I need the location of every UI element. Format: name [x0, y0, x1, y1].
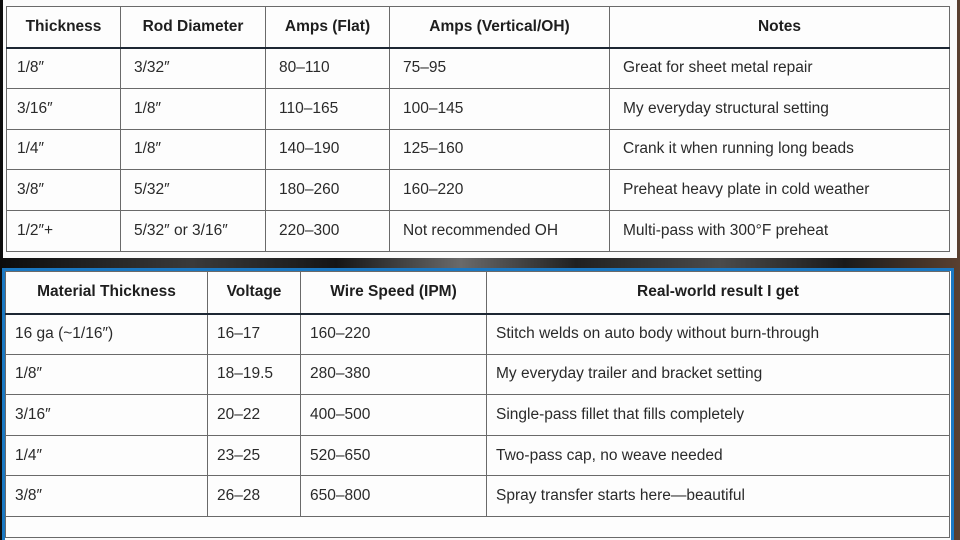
col-header-voltage: Voltage — [208, 272, 301, 314]
cell-real-world-result: Stitch welds on auto body without burn-through — [487, 314, 950, 355]
cell-thickness: 1/2″+ — [7, 211, 121, 252]
cell-notes: Crank it when running long beads — [610, 129, 950, 170]
table-row — [7, 211, 950, 252]
cell-real-world-result: Two-pass cap, no weave needed — [487, 435, 950, 476]
cell-voltage: 20–22 — [208, 395, 301, 436]
table-row — [7, 170, 950, 211]
cell-thickness: 3/8″ — [7, 170, 121, 211]
col-header-material-thickness: Material Thickness — [6, 272, 208, 314]
cell-voltage: 18–19.5 — [208, 354, 301, 395]
cell-amps-vertical-oh: 75–95 — [390, 48, 610, 89]
stick-welding-table — [6, 6, 950, 252]
table-row — [6, 435, 950, 476]
col-header-amps-flat: Amps (Flat) — [266, 7, 390, 48]
cell-notes: My everyday structural setting — [610, 88, 950, 129]
col-header-amps-vertical-oh: Amps (Vertical/OH) — [390, 7, 610, 48]
table-row — [6, 395, 950, 436]
cell-amps-vertical-oh: 125–160 — [390, 129, 610, 170]
cell-rod-diameter: 5/32″ — [121, 170, 266, 211]
col-header-wire-speed: Wire Speed (IPM) — [301, 272, 487, 314]
col-header-real-world-result: Real-world result I get — [487, 272, 950, 314]
cell-material-thickness: 3/8″ — [6, 476, 208, 517]
table-row — [7, 88, 950, 129]
cell-wire-speed: 650–800 — [301, 476, 487, 517]
cell-rod-diameter: 1/8″ — [121, 88, 266, 129]
cell-wire-speed: 400–500 — [301, 395, 487, 436]
table-row — [7, 48, 950, 89]
table-row — [6, 354, 950, 395]
col-header-notes: Notes — [610, 7, 950, 48]
table-header-row — [7, 7, 950, 48]
cell-voltage: 23–25 — [208, 435, 301, 476]
cell-amps-vertical-oh: 100–145 — [390, 88, 610, 129]
cell-real-world-result: My everyday trailer and bracket setting — [487, 354, 950, 395]
cell-material-thickness: 1/8″ — [6, 354, 208, 395]
cell-rod-diameter: 1/8″ — [121, 129, 266, 170]
cell-wire-speed: 280–380 — [301, 354, 487, 395]
cell-wire-speed: 160–220 — [301, 314, 487, 355]
cell-amps-flat: 220–300 — [266, 211, 390, 252]
cell-material-thickness: 3/16″ — [6, 395, 208, 436]
cell-amps-flat: 110–165 — [266, 88, 390, 129]
cell-material-thickness: 16 ga (~1/16″) — [6, 314, 208, 355]
cell-thickness: 3/16″ — [7, 88, 121, 129]
cell-rod-diameter: 5/32″ or 3/16″ — [121, 211, 266, 252]
cell-thickness: 1/4″ — [7, 129, 121, 170]
cell-thickness: 1/8″ — [7, 48, 121, 89]
cell-material-thickness: 1/4″ — [6, 435, 208, 476]
table-row — [7, 129, 950, 170]
mig-welding-table — [5, 271, 950, 538]
cell-rod-diameter: 3/32″ — [121, 48, 266, 89]
cell-notes: Great for sheet metal repair — [610, 48, 950, 89]
cell-real-world-result: Single-pass fillet that fills completely — [487, 395, 950, 436]
cell-amps-vertical-oh: 160–220 — [390, 170, 610, 211]
table-header-row — [6, 272, 950, 314]
cell-amps-flat: 180–260 — [266, 170, 390, 211]
cell-amps-flat: 80–110 — [266, 48, 390, 89]
cell-amps-flat: 140–190 — [266, 129, 390, 170]
cell-amps-vertical-oh: Not recommended OH — [390, 211, 610, 252]
col-header-rod-diameter: Rod Diameter — [121, 7, 266, 48]
cell-wire-speed: 520–650 — [301, 435, 487, 476]
cell-voltage: 26–28 — [208, 476, 301, 517]
table-row-empty — [6, 516, 950, 537]
table-row — [6, 314, 950, 355]
cell-notes: Preheat heavy plate in cold weather — [610, 170, 950, 211]
cell-voltage: 16–17 — [208, 314, 301, 355]
col-header-thickness: Thickness — [7, 7, 121, 48]
cell-notes: Multi-pass with 300°F preheat — [610, 211, 950, 252]
table-row — [6, 476, 950, 517]
empty-cell — [6, 516, 950, 537]
cell-real-world-result: Spray transfer starts here—beautiful — [487, 476, 950, 517]
